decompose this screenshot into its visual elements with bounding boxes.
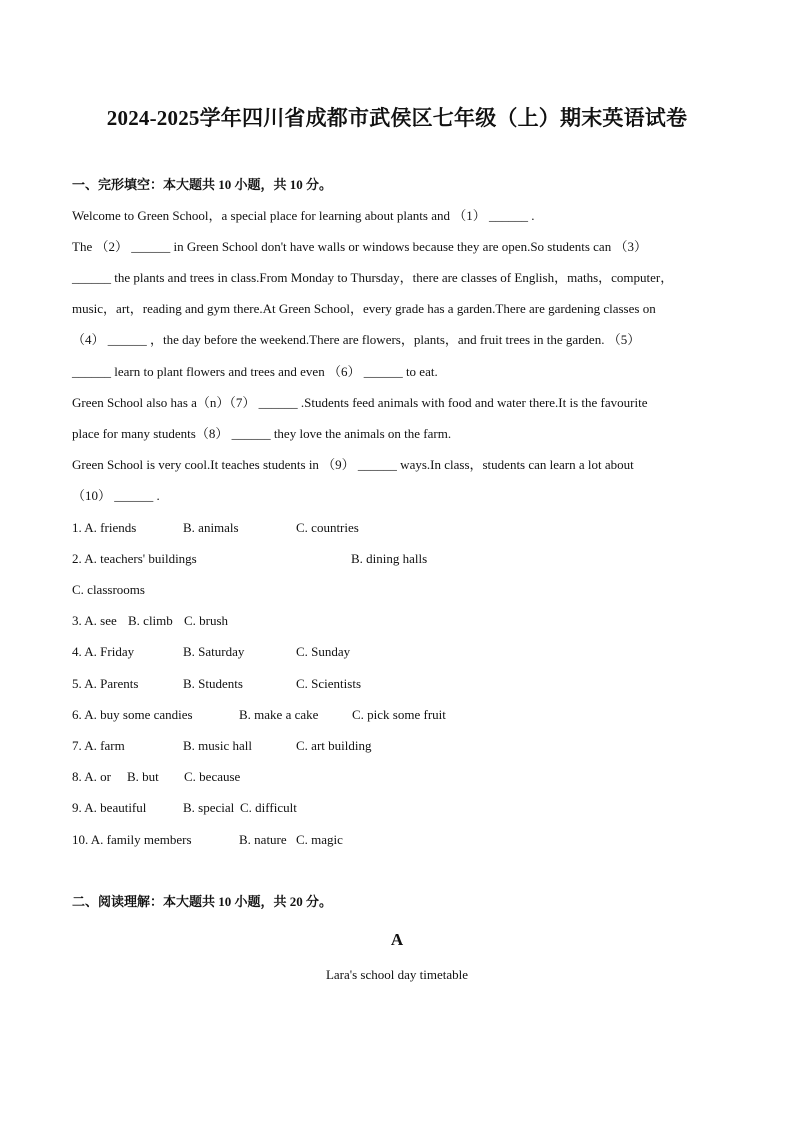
passage-line: （4） ______ ，the day before the weekend.There are flowers，plants，and fruit trees in the garden. （5）	[72, 332, 641, 347]
question-8-option-c: C. because	[184, 769, 241, 784]
question-5-option-b: B. Students	[183, 676, 243, 691]
exam-title: 2024-2025学年四川省成都市武侯区七年级（上）期末英语试卷	[106, 106, 688, 130]
question-2-option-a: 2. A. teachers' buildings	[72, 551, 197, 566]
question-4-option-c: C. Sunday	[296, 644, 351, 659]
passage-subtitle: Lara's school day timetable	[325, 967, 469, 982]
passage-line: （10） ______ .	[72, 488, 160, 503]
passage-letter: A	[390, 930, 404, 949]
question-5-option-c: C. Scientists	[296, 676, 362, 691]
passage-line: Green School is very cool.It teaches students in （9） ______ ways.In class，students can learn a lot about	[72, 457, 634, 472]
question-10-option-c: C. magic	[296, 832, 343, 847]
question-6-option-c: C. pick some fruit	[352, 707, 446, 722]
section-2-heading: 二、阅读理解：本大题共 10 小题，共 20 分。	[72, 894, 333, 909]
question-6-option-b: B. make a cake	[239, 707, 319, 722]
question-7-option-c: C. art building	[296, 738, 372, 753]
passage-line: Welcome to Green School，a special place for learning about plants and （1） ______ .	[72, 208, 535, 223]
question-3-option-a: 3. A. see	[72, 613, 117, 628]
passage-line: music，art，reading and gym there.At Green School，every grade has a garden.There are gardening classes on	[72, 301, 656, 316]
question-3-option-c: C. brush	[184, 613, 229, 628]
question-2-option-b: B. dining halls	[351, 551, 428, 566]
question-10-option-b: B. nature	[239, 832, 287, 847]
question-9-option-a: 9. A. beautiful	[72, 800, 147, 815]
question-4-option-a: 4. A. Friday	[72, 644, 135, 659]
question-7-option-a: 7. A. farm	[72, 738, 125, 753]
passage-line: Green School also has a（n）（7） ______ .Students feed animals with food and water there.It is the favourite	[72, 395, 648, 410]
question-8-option-b: B. but	[127, 769, 159, 784]
passage-line: The （2） ______ in Green School don't have walls or windows because they are open.So students can （3）	[72, 239, 647, 254]
passage-line: ______ the plants and trees in class.From Monday to Thursday，there are classes of English，maths，computer，	[72, 270, 674, 285]
question-9-option-c: C. difficult	[240, 800, 297, 815]
question-1-option-c: C. countries	[296, 520, 359, 535]
question-1-option-a: 1. A. friends	[72, 520, 137, 535]
question-2-option-c: C. classrooms	[72, 582, 145, 597]
question-6-option-a: 6. A. buy some candies	[72, 707, 193, 722]
question-3-option-b: B. climb	[128, 613, 173, 628]
passage-line: place for many students（8） ______ they love the animals on the farm.	[72, 426, 452, 441]
passage-line: ______ learn to plant flowers and trees and even （6） ______ to eat.	[72, 364, 438, 379]
question-10-option-a: 10. A. family members	[72, 832, 192, 847]
question-8-option-a: 8. A. or	[72, 769, 111, 784]
section-1-heading: 一、完形填空：本大题共 10 小题，共 10 分。	[72, 177, 333, 192]
question-5-option-a: 5. A. Parents	[72, 676, 139, 691]
question-9-option-b: B. special	[183, 800, 235, 815]
question-7-option-b: B. music hall	[183, 738, 252, 753]
question-4-option-b: B. Saturday	[183, 644, 245, 659]
question-1-option-b: B. animals	[183, 520, 239, 535]
